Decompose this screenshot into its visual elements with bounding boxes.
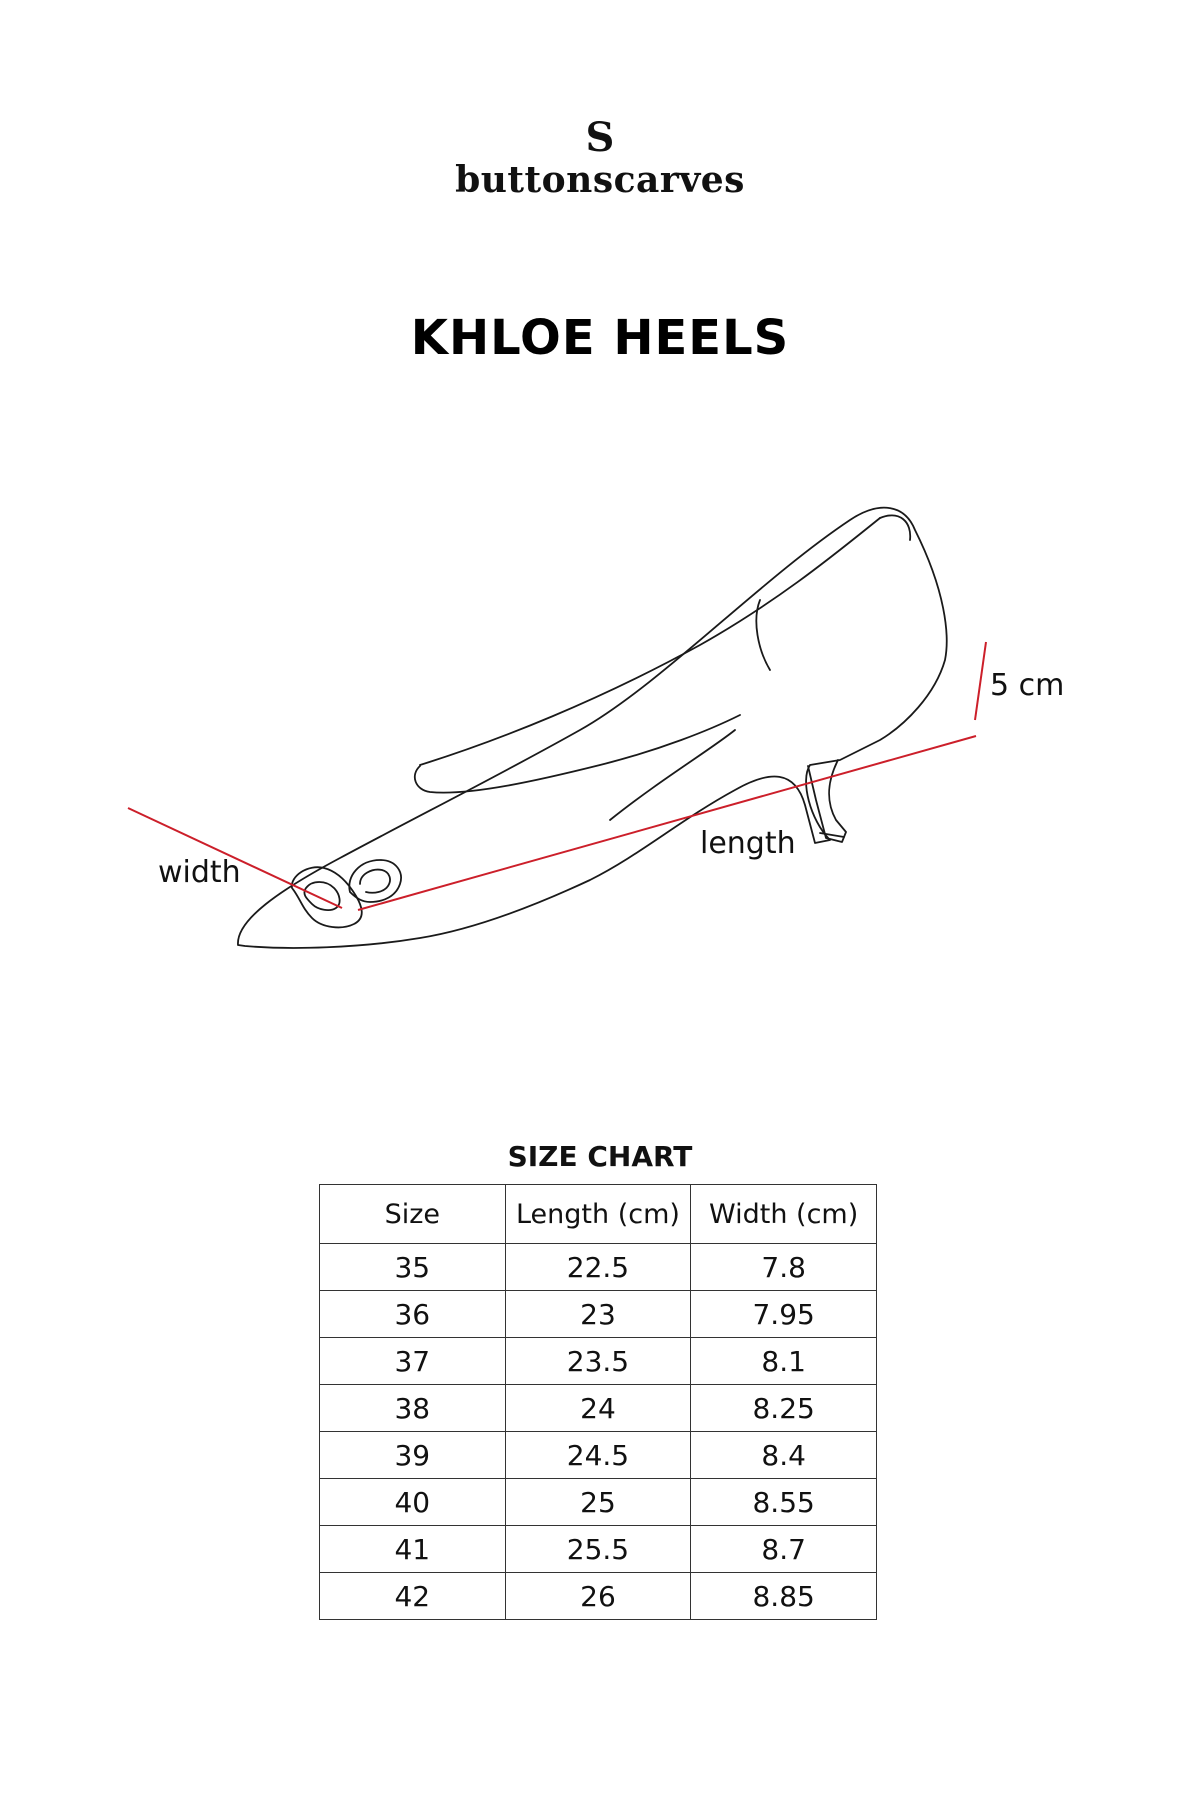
cell-length: 26 — [505, 1573, 691, 1620]
cell-length: 25 — [505, 1479, 691, 1526]
height-label: 5 cm — [990, 668, 1065, 703]
cell-width: 8.7 — [691, 1526, 877, 1573]
table-row — [320, 1526, 877, 1573]
header-size: Size — [320, 1185, 506, 1244]
cell-size: 35 — [320, 1244, 506, 1291]
cell-width: 7.8 — [691, 1244, 877, 1291]
cell-width: 8.85 — [691, 1573, 877, 1620]
cell-size: 41 — [320, 1526, 506, 1573]
table-row — [320, 1244, 877, 1291]
cell-width: 8.4 — [691, 1432, 877, 1479]
brand-logo-wordmark: buttonscarves — [455, 159, 745, 201]
table-row — [320, 1291, 877, 1338]
length-label: length — [700, 826, 796, 861]
cell-size: 42 — [320, 1573, 506, 1620]
cell-length: 23 — [505, 1291, 691, 1338]
size-chart-title: SIZE CHART — [507, 1140, 693, 1173]
cell-size: 39 — [320, 1432, 506, 1479]
cell-length: 23.5 — [505, 1338, 691, 1385]
brand-logo — [0, 114, 1200, 201]
length-measure-line — [358, 736, 976, 910]
product-title: KHLOE HEELS — [410, 310, 790, 366]
cell-size: 36 — [320, 1291, 506, 1338]
cell-length: 24 — [505, 1385, 691, 1432]
shoe-measurement-diagram — [0, 460, 1200, 1080]
cell-width: 8.55 — [691, 1479, 877, 1526]
table-row — [320, 1573, 877, 1620]
size-chart-table — [319, 1184, 877, 1620]
cell-size: 38 — [320, 1385, 506, 1432]
cell-width: 7.95 — [691, 1291, 877, 1338]
brand-logo-mark: S — [585, 114, 615, 161]
cell-length: 24.5 — [505, 1432, 691, 1479]
cell-length: 25.5 — [505, 1526, 691, 1573]
cell-size: 40 — [320, 1479, 506, 1526]
cell-length: 22.5 — [505, 1244, 691, 1291]
shoe-illustration — [238, 508, 947, 948]
table-header-row — [320, 1185, 877, 1244]
cell-width: 8.1 — [691, 1338, 877, 1385]
table-row — [320, 1432, 877, 1479]
cell-size: 37 — [320, 1338, 506, 1385]
cell-width: 8.25 — [691, 1385, 877, 1432]
header-width: Width (cm) — [691, 1185, 877, 1244]
table-row — [320, 1479, 877, 1526]
height-measure-line — [975, 642, 986, 720]
width-label: width — [158, 855, 241, 890]
table-row — [320, 1338, 877, 1385]
table-row — [320, 1385, 877, 1432]
header-length: Length (cm) — [505, 1185, 691, 1244]
